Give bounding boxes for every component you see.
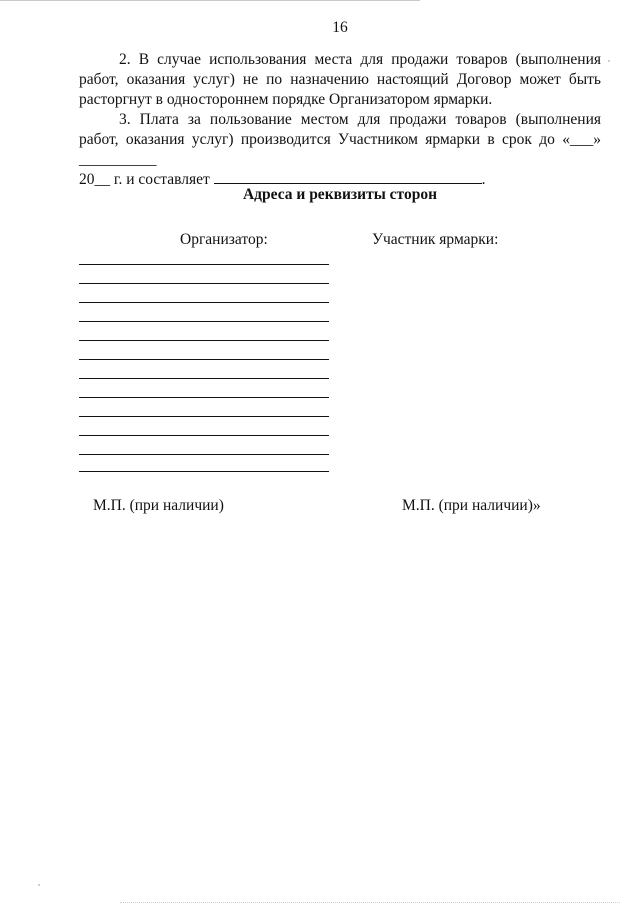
scan-speck: [38, 884, 40, 886]
paragraph-3: [79, 110, 601, 190]
paragraph-3-text-c: .: [481, 171, 486, 188]
paragraph-2-text: 2. В случае использования места для продажи товаров (выполнения работ, оказания услуг) не по назначению настоящий Договор может быть расторгнут в одностороннем порядке Организатором ярмарки.: [79, 51, 601, 108]
blank-line: [79, 454, 329, 455]
stamp-label-participant: М.П. (при наличии)»: [402, 497, 541, 514]
blank-line: [79, 397, 329, 398]
paragraph-3-text-a: 3. Плата за пользование местом для продажи товаров (выполнения работ, оказания услуг) производится Участником ярмарки в срок до «___» __________: [79, 111, 601, 168]
blank-line: [79, 340, 329, 341]
blank-line: [79, 471, 329, 472]
organizer-heading: Организатор:: [180, 231, 268, 248]
participant-heading: Участник ярмарки:: [372, 231, 499, 248]
blank-line: [79, 435, 329, 436]
paragraph-3-text-b: 20__ г. и составляет: [79, 171, 210, 188]
scan-edge-top: [0, 0, 420, 1]
blank-line: [79, 302, 329, 303]
scan-edge-bottom: [120, 902, 620, 903]
blank-line: [79, 283, 329, 284]
section-title: Адреса и реквизиты сторон: [242, 186, 438, 203]
blank-line: [79, 264, 329, 265]
blank-line: [79, 416, 329, 417]
paragraph-2: [79, 50, 601, 110]
page-number: 16: [332, 19, 348, 36]
stamp-label-organizer: М.П. (при наличии): [93, 497, 224, 514]
amount-blank-line: [214, 170, 482, 184]
blank-line: [79, 359, 329, 360]
blank-line: [79, 378, 329, 379]
scan-speck: [608, 60, 610, 62]
blank-line: [79, 321, 329, 322]
